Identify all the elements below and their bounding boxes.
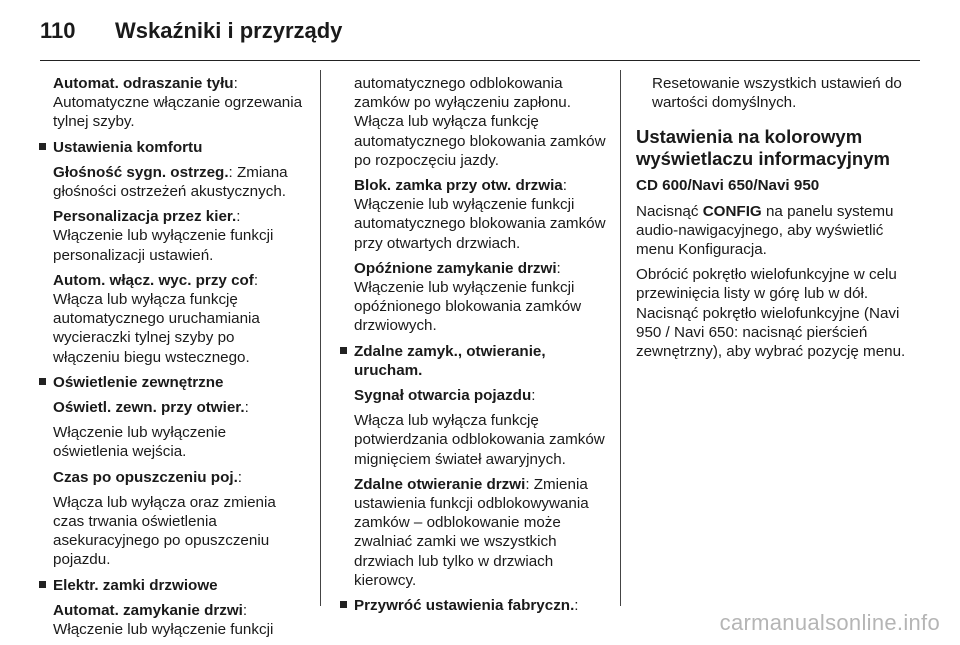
bullet-heading: Elektr. zamki drzwiowe <box>53 576 303 595</box>
setting-name: Oświetl. zewn. przy otwier. <box>53 399 245 417</box>
watermark: carmanualsonline.info <box>719 610 940 635</box>
paragraph <box>354 475 606 590</box>
paragraph <box>53 207 303 265</box>
setting-description: : <box>244 399 249 417</box>
paragraph <box>354 259 606 336</box>
setting-description: : Automatyczne włączanie ogrzewania tylnej szyby. <box>53 75 303 131</box>
paragraph: Resetowanie wszystkich ustawień do wartości domyślnych. <box>652 75 902 112</box>
paragraph <box>53 74 303 132</box>
page-number: 110 <box>40 18 76 43</box>
bullet-heading <box>354 596 606 615</box>
setting-name: Przywróć ustawienia fabryczn. <box>354 597 575 615</box>
setting-description: : Włączenie lub wyłączenie funkcji automatycznego blokowania zamków przy otwartych drzwiach. <box>354 177 606 252</box>
setting-name: Głośność sygn. ostrzeg. <box>53 163 229 181</box>
bullet-heading: Zdalne zamyk., otwieranie, urucham. <box>354 342 606 380</box>
page-header <box>40 18 920 54</box>
text-column-2 <box>354 74 606 621</box>
setting-name: Czas po opuszczeniu poj. <box>53 468 238 486</box>
paragraph <box>53 398 303 417</box>
bullet-heading: Ustawienia komfortu <box>53 138 303 157</box>
paragraph <box>53 163 303 201</box>
paragraph <box>53 271 303 367</box>
paragraph <box>636 202 906 260</box>
column-divider-1 <box>320 70 321 606</box>
section-title: Ustawienia na kolorowym wyświetlaczu informacyjnym <box>636 126 890 170</box>
setting-name: Automat. odraszanie tyłu <box>53 75 234 92</box>
setting-description: : Zmienia ustawienia funkcji odblokowywania zamków – odblokowanie może zwalniać zamki we wszystkich drzwiach lub tylko w drzwiach kierowcy. <box>354 475 589 589</box>
header-divider <box>40 60 920 61</box>
paragraph: Włączenie lub wyłączenie oświetlenia wejścia. <box>53 424 227 461</box>
setting-name: Zdalne otwieranie drzwi <box>354 475 526 493</box>
setting-description: : Włączenie lub wyłączenie funkcji personalizacji ustawień. <box>53 208 274 264</box>
setting-name: Automat. zamykanie drzwi <box>53 601 243 619</box>
paragraph <box>354 176 606 253</box>
paragraph: automatycznego odblokowania zamków po wyłączeniu zapłonu. Włącza lub wyłącza funkcję automatycznego blokowania zamków po rozpoczęciu jazdy. <box>354 75 606 169</box>
paragraph <box>354 386 606 405</box>
setting-description: : Włącza lub wyłącza funkcję automatycznego uruchamiania wycieraczki tylnej szyby po włączeniu biegu wstecznego. <box>53 271 260 366</box>
text-run: na panelu systemu audio-nawigacyjnego, aby wyświetlić menu Konfiguracja. <box>636 202 894 259</box>
setting-name: Blok. zamka przy otw. drzwia <box>354 177 563 195</box>
text-column-3 <box>636 74 906 367</box>
setting-description: : <box>531 387 536 405</box>
setting-name: Personalizacja przez kier. <box>53 208 237 226</box>
subsection-title: CD 600/Navi 650/Navi 950 <box>636 177 820 195</box>
paragraph <box>53 468 303 487</box>
text-column-1 <box>53 74 303 645</box>
bullet-heading: Oświetlenie zewnętrzne <box>53 373 303 392</box>
setting-description: : Włączenie lub wyłączenie funkcji opóźnionego blokowania zamków drzwiowych. <box>354 259 582 335</box>
setting-description: : <box>574 597 579 615</box>
text-run: Nacisnąć <box>636 202 703 220</box>
paragraph: Włącza lub wyłącza oraz zmienia czas trwania oświetlenia asekuracyjnego po opuszczeniu pojazdu. <box>53 493 276 569</box>
config-button-label: CONFIG <box>702 202 762 220</box>
setting-name: Sygnał otwarcia pojazdu <box>354 387 532 405</box>
page-title: Wskaźniki i przyrządy <box>115 18 343 43</box>
setting-name: Opóźnione zamykanie drzwi <box>354 259 557 277</box>
setting-description: : <box>237 468 243 486</box>
paragraph <box>53 601 303 639</box>
setting-description: : Włączenie lub wyłączenie funkcji <box>53 601 274 639</box>
setting-name: Autom. włącz. wyc. przy cof <box>53 271 254 289</box>
setting-description: : Zmiana głośności ostrzeżeń akustycznych. <box>53 163 288 201</box>
paragraph: Obrócić pokrętło wielofunkcyjne w celu przewinięcia listy w górę lub w dół. Nacisnąć pokrętło wielofunkcyjne (Navi 950 / Navi 650: nacisnąć pierścień zewnętrzny), aby wybrać pozycję menu. <box>636 266 906 361</box>
column-divider-2 <box>620 70 621 606</box>
paragraph: Włącza lub wyłącza funkcję potwierdzania odblokowania zamków mignięciem świateł awaryjnych. <box>354 412 605 468</box>
